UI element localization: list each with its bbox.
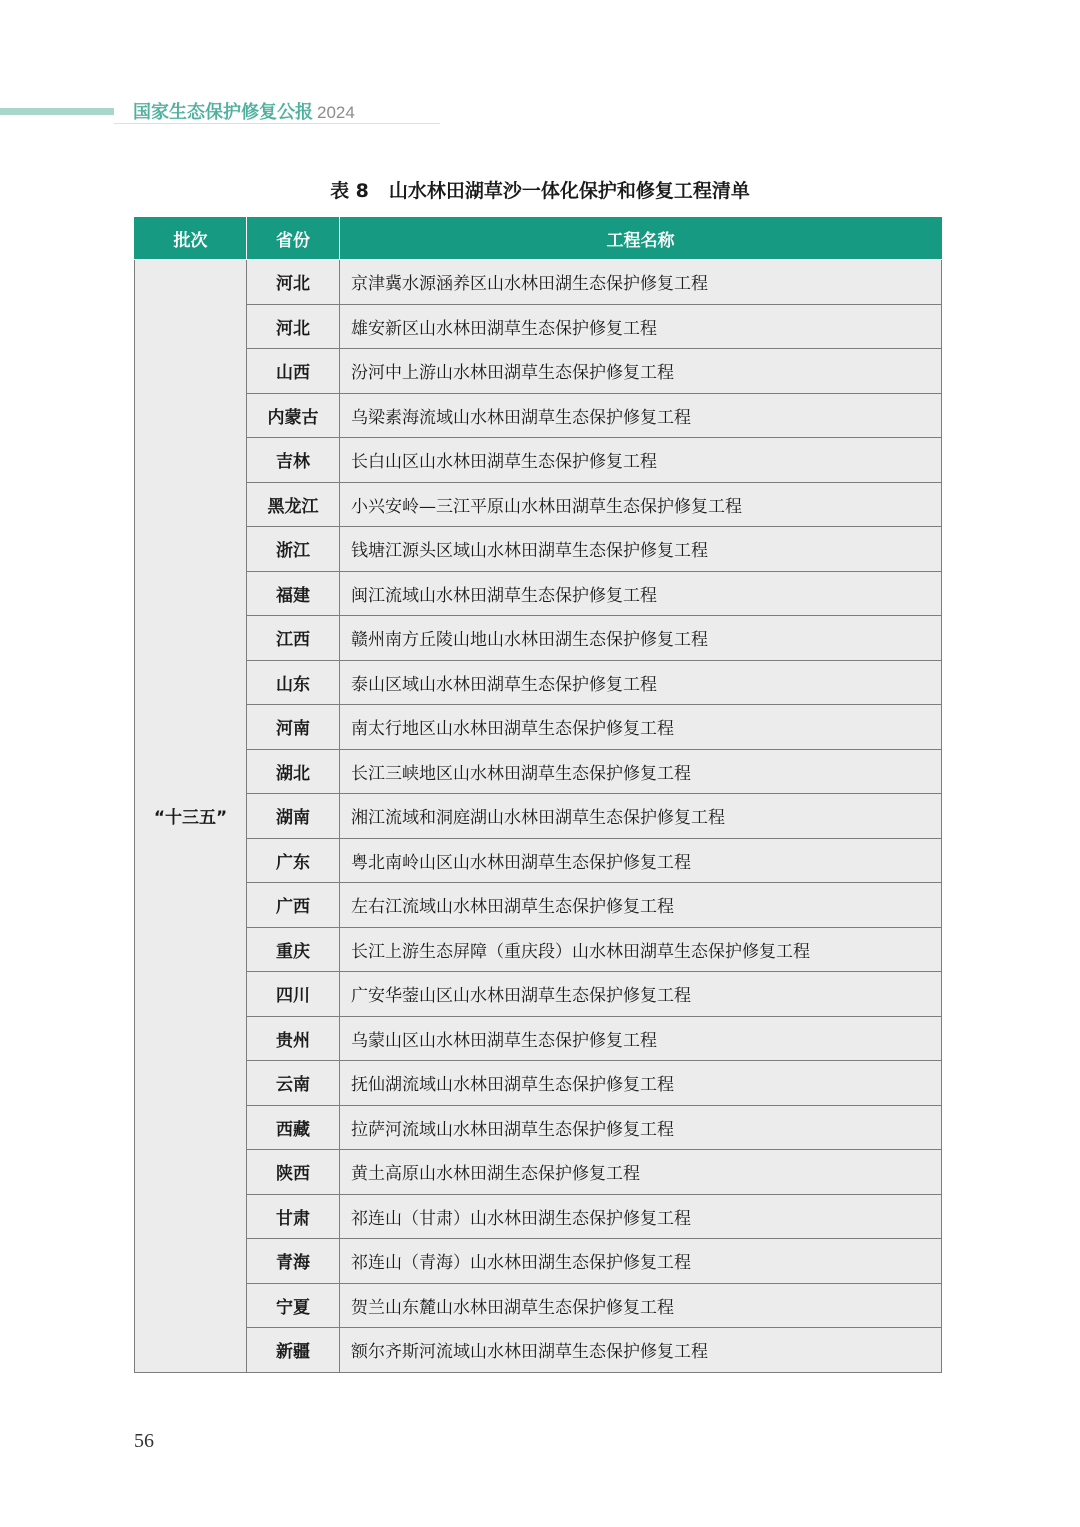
province-cell: 浙江 — [247, 527, 340, 572]
project-name-cell: 长江上游生态屏障（重庆段）山水林田湖草生态保护修复工程 — [340, 927, 942, 972]
table-row — [135, 1016, 942, 1061]
province-cell: 贵州 — [247, 1016, 340, 1061]
project-name-cell: 南太行地区山水林田湖草生态保护修复工程 — [340, 705, 942, 750]
column-header-project: 工程名称 — [340, 218, 942, 260]
province-cell: 福建 — [247, 571, 340, 616]
table-row — [135, 571, 942, 616]
table-row — [135, 1239, 942, 1284]
table-row — [135, 304, 942, 349]
project-name-cell: 拉萨河流域山水林田湖草生态保护修复工程 — [340, 1105, 942, 1150]
table-header — [135, 218, 942, 260]
project-name-cell: 黄土高原山水林田湖生态保护修复工程 — [340, 1150, 942, 1195]
table-row — [135, 260, 942, 305]
page-number: 56 — [134, 1430, 154, 1452]
province-cell: 河南 — [247, 705, 340, 750]
table-row — [135, 1061, 942, 1106]
table-row — [135, 749, 942, 794]
province-cell: 重庆 — [247, 927, 340, 972]
table-row — [135, 1328, 942, 1373]
table-row — [135, 1150, 942, 1195]
project-name-cell: 湘江流域和洞庭湖山水林田湖草生态保护修复工程 — [340, 794, 942, 839]
table-caption-title: 山水林田湖草沙一体化保护和修复工程清单 — [388, 180, 750, 202]
province-cell: 四川 — [247, 972, 340, 1017]
table-row — [135, 927, 942, 972]
project-name-cell: 广安华蓥山区山水林田湖草生态保护修复工程 — [340, 972, 942, 1017]
province-cell: 河北 — [247, 260, 340, 305]
province-cell: 湖北 — [247, 749, 340, 794]
project-name-cell: 汾河中上游山水林田湖草生态保护修复工程 — [340, 349, 942, 394]
project-name-cell: 长白山区山水林田湖草生态保护修复工程 — [340, 438, 942, 483]
project-name-cell: 京津冀水源涵养区山水林田湖生态保护修复工程 — [340, 260, 942, 305]
table-row — [135, 972, 942, 1017]
table-row — [135, 438, 942, 483]
project-name-cell: 小兴安岭—三江平原山水林田湖草生态保护修复工程 — [340, 482, 942, 527]
table-row — [135, 616, 942, 661]
province-cell: 内蒙古 — [247, 393, 340, 438]
table-row — [135, 1105, 942, 1150]
project-name-cell: 钱塘江源头区域山水林田湖草生态保护修复工程 — [340, 527, 942, 572]
table-caption-number: 表 8 — [330, 180, 369, 202]
province-cell: 新疆 — [247, 1328, 340, 1373]
table-header-row — [135, 218, 942, 260]
project-name-cell: 额尔齐斯河流域山水林田湖草生态保护修复工程 — [340, 1328, 942, 1373]
header-accent-bar — [0, 108, 114, 115]
project-name-cell: 泰山区域山水林田湖草生态保护修复工程 — [340, 660, 942, 705]
province-cell: 青海 — [247, 1239, 340, 1284]
project-name-cell: 粤北南岭山区山水林田湖草生态保护修复工程 — [340, 838, 942, 883]
province-cell: 吉林 — [247, 438, 340, 483]
province-cell: 江西 — [247, 616, 340, 661]
province-cell: 西藏 — [247, 1105, 340, 1150]
province-cell: 广西 — [247, 883, 340, 928]
project-name-cell: 祁连山（甘肃）山水林田湖生态保护修复工程 — [340, 1194, 942, 1239]
project-name-cell: 祁连山（青海）山水林田湖生态保护修复工程 — [340, 1239, 942, 1284]
table-row — [135, 1194, 942, 1239]
province-cell: 黑龙江 — [247, 482, 340, 527]
table-row — [135, 660, 942, 705]
province-cell: 广东 — [247, 838, 340, 883]
province-cell: 山东 — [247, 660, 340, 705]
table-row — [135, 794, 942, 839]
table-row — [135, 1283, 942, 1328]
project-name-cell: 贺兰山东麓山水林田湖草生态保护修复工程 — [340, 1283, 942, 1328]
header-title: 国家生态保护修复公报 — [133, 102, 313, 123]
province-cell: 湖南 — [247, 794, 340, 839]
column-header-province: 省份 — [247, 218, 340, 260]
project-table — [134, 217, 942, 1373]
table-row — [135, 527, 942, 572]
running-header — [133, 98, 355, 124]
table-row — [135, 349, 942, 394]
province-cell: 云南 — [247, 1061, 340, 1106]
column-header-batch: 批次 — [135, 218, 247, 260]
project-name-cell: 乌蒙山区山水林田湖草生态保护修复工程 — [340, 1016, 942, 1061]
table-caption — [0, 176, 1080, 203]
project-name-cell: 雄安新区山水林田湖草生态保护修复工程 — [340, 304, 942, 349]
batch-cell: “十三五” — [135, 260, 247, 1373]
project-name-cell: 长江三峡地区山水林田湖草生态保护修复工程 — [340, 749, 942, 794]
province-cell: 山西 — [247, 349, 340, 394]
province-cell: 宁夏 — [247, 1283, 340, 1328]
project-name-cell: 左右江流域山水林田湖草生态保护修复工程 — [340, 883, 942, 928]
project-name-cell: 赣州南方丘陵山地山水林田湖生态保护修复工程 — [340, 616, 942, 661]
header-year: 2024 — [317, 103, 355, 122]
project-name-cell: 闽江流域山水林田湖草生态保护修复工程 — [340, 571, 942, 616]
table-body — [135, 260, 942, 1373]
table-row — [135, 482, 942, 527]
province-cell: 陕西 — [247, 1150, 340, 1195]
table-row — [135, 838, 942, 883]
table-row — [135, 393, 942, 438]
province-cell: 甘肃 — [247, 1194, 340, 1239]
project-name-cell: 乌梁素海流域山水林田湖草生态保护修复工程 — [340, 393, 942, 438]
table-row — [135, 883, 942, 928]
project-name-cell: 抚仙湖流域山水林田湖草生态保护修复工程 — [340, 1061, 942, 1106]
province-cell: 河北 — [247, 304, 340, 349]
table-row — [135, 705, 942, 750]
